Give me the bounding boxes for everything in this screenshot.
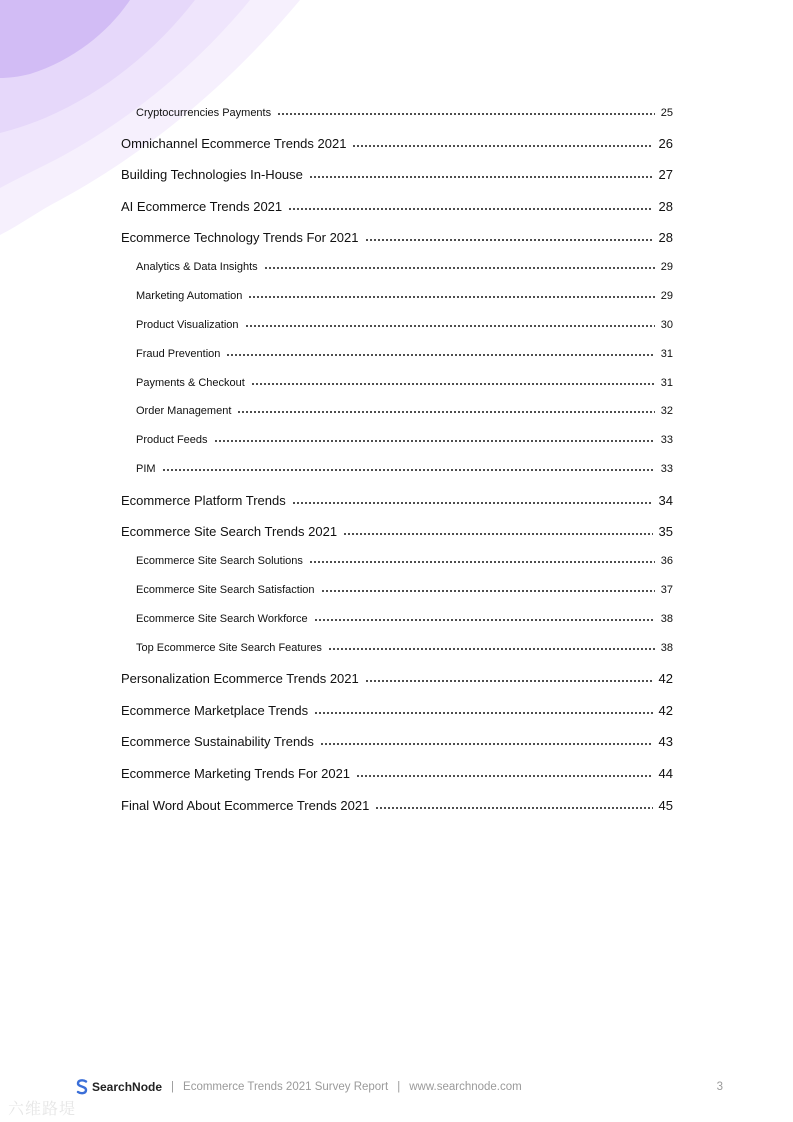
toc-entry[interactable]	[121, 766, 673, 781]
toc-entry-page: 35	[658, 524, 673, 539]
toc-entry[interactable]	[121, 230, 673, 245]
toc-entry[interactable]	[121, 318, 673, 331]
toc-entry[interactable]	[121, 376, 673, 389]
toc-entry-title: Product Visualization	[136, 319, 239, 331]
toc-entry-title: Ecommerce Site Search Satisfaction	[136, 584, 315, 596]
toc-dot-leader	[248, 289, 654, 299]
toc-entry-page: 32	[660, 405, 673, 417]
toc-entry-title: PIM	[136, 463, 156, 475]
toc-dot-leader	[314, 705, 652, 715]
toc-entry-page: 26	[658, 136, 673, 151]
toc-dot-leader	[245, 318, 655, 328]
toc-entry-title: Building Technologies In-House	[121, 167, 303, 182]
toc-entry-page: 31	[660, 348, 673, 360]
toc-entry-page: 28	[658, 199, 673, 214]
footer-report-title: Ecommerce Trends 2021 Survey Report	[183, 1081, 389, 1093]
toc-entry-title: Ecommerce Technology Trends For 2021	[121, 230, 359, 245]
toc-entry[interactable]	[121, 167, 673, 182]
toc-dot-leader	[309, 554, 655, 564]
toc-entry-page: 36	[660, 555, 673, 567]
footer-page-number: 3	[716, 1081, 723, 1093]
toc-entry-title: Ecommerce Platform Trends	[121, 493, 286, 508]
toc-dot-leader	[365, 232, 653, 242]
toc-dot-leader	[237, 404, 654, 414]
toc-entry-page: 25	[660, 107, 673, 119]
toc-dot-leader	[162, 462, 655, 472]
toc-dot-leader	[309, 169, 653, 179]
toc-entry-page: 28	[658, 230, 673, 245]
toc-entry-title: Cryptocurrencies Payments	[136, 107, 272, 119]
toc-entry-page: 29	[660, 261, 673, 273]
toc-entry-title: Marketing Automation	[136, 290, 243, 302]
toc-entry-page: 38	[660, 642, 673, 654]
toc-entry[interactable]	[121, 433, 673, 446]
toc-dot-leader	[356, 768, 652, 778]
toc-entry[interactable]	[121, 106, 673, 119]
toc-dot-leader	[314, 612, 655, 622]
toc-dot-leader	[321, 583, 655, 593]
toc-entry-title: Omnichannel Ecommerce Trends 2021	[121, 136, 347, 151]
toc-dot-leader	[264, 260, 655, 270]
toc-dot-leader	[320, 736, 653, 746]
toc-entry-page: 27	[658, 167, 673, 182]
toc-entry-title: AI Ecommerce Trends 2021	[121, 199, 283, 214]
page-footer	[75, 1078, 723, 1096]
toc-entry-page: 33	[660, 463, 673, 475]
toc-entry-page: 42	[658, 671, 673, 686]
toc-entry-title: Product Feeds	[136, 434, 208, 446]
toc-entry-title: Analytics & Data Insights	[136, 261, 258, 273]
toc-dot-leader	[214, 433, 655, 443]
toc-entry[interactable]	[121, 554, 673, 567]
watermark: 六维路堤	[8, 1101, 77, 1118]
toc-entry[interactable]	[121, 199, 673, 214]
toc-entry-title: Ecommerce Marketing Trends For 2021	[121, 766, 351, 781]
toc-entry-title: Order Management	[136, 405, 232, 417]
toc-entry[interactable]	[121, 734, 673, 749]
toc-entry-page: 44	[658, 766, 673, 781]
toc-entry[interactable]	[121, 524, 673, 539]
toc-entry-page: 45	[658, 798, 673, 813]
toc-entry-page: 42	[658, 703, 673, 718]
toc-dot-leader	[226, 347, 654, 357]
toc-entry-page: 38	[660, 613, 673, 625]
footer-brand[interactable]	[75, 1079, 162, 1095]
toc-dot-leader	[277, 106, 655, 116]
toc-entry[interactable]	[121, 583, 673, 596]
toc-entry[interactable]	[121, 347, 673, 360]
toc-entry-title: Ecommerce Marketplace Trends	[121, 703, 309, 718]
toc-entry[interactable]	[121, 493, 673, 508]
toc-entry-title: Personalization Ecommerce Trends 2021	[121, 671, 359, 686]
toc-entry[interactable]	[121, 289, 673, 302]
toc-entry[interactable]	[121, 612, 673, 625]
footer-separator: |	[171, 1081, 175, 1093]
toc-entry-title: Ecommerce Site Search Workforce	[136, 613, 308, 625]
toc-entry[interactable]	[121, 671, 673, 686]
toc-entry-page: 31	[660, 377, 673, 389]
toc-entry-page: 29	[660, 290, 673, 302]
toc-entry[interactable]	[121, 404, 673, 417]
footer-brand-name: SearchNode	[92, 1080, 163, 1094]
toc-entry-page: 37	[660, 584, 673, 596]
toc-entry-title: Top Ecommerce Site Search Features	[136, 642, 322, 654]
toc-entry-page: 30	[660, 319, 673, 331]
toc-entry-title: Ecommerce Site Search Solutions	[136, 555, 303, 567]
toc-dot-leader	[365, 673, 653, 683]
toc-entry[interactable]	[121, 462, 673, 475]
toc-entry[interactable]	[121, 260, 673, 273]
toc-entry-title: Ecommerce Sustainability Trends	[121, 734, 314, 749]
toc-entry-page: 43	[658, 734, 673, 749]
toc-entry-title: Fraud Prevention	[136, 348, 221, 360]
toc-entry-title: Payments & Checkout	[136, 377, 245, 389]
searchnode-logo-icon	[75, 1079, 89, 1095]
toc-dot-leader	[288, 201, 652, 211]
toc-dot-leader	[375, 800, 652, 810]
toc-entry-page: 33	[660, 434, 673, 446]
toc-entry[interactable]	[121, 703, 673, 718]
toc-entry[interactable]	[121, 641, 673, 654]
toc-entry[interactable]	[121, 798, 673, 813]
footer-separator: |	[397, 1081, 401, 1093]
toc-entry-title: Ecommerce Site Search Trends 2021	[121, 524, 338, 539]
toc-entry-title: Final Word About Ecommerce Trends 2021	[121, 798, 370, 813]
footer-url[interactable]: www.searchnode.com	[409, 1081, 522, 1093]
toc-dot-leader	[328, 641, 655, 651]
toc-dot-leader	[352, 138, 652, 148]
toc-dot-leader	[251, 376, 655, 386]
toc-dot-leader	[292, 495, 653, 505]
toc-entry-page: 34	[658, 493, 673, 508]
toc-entry[interactable]	[121, 136, 673, 151]
toc-dot-leader	[343, 526, 652, 536]
